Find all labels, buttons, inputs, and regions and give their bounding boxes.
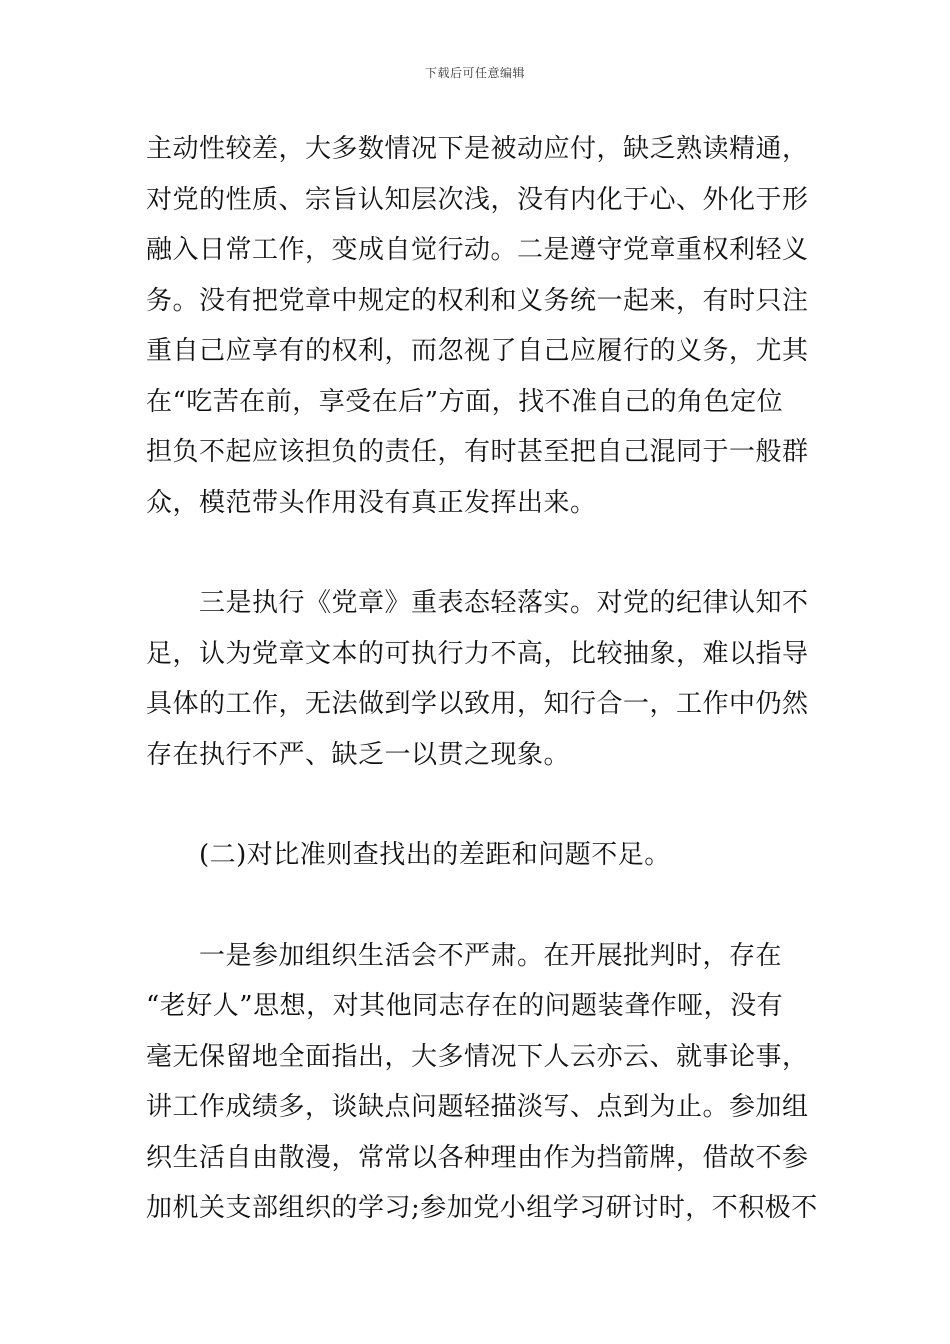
paragraph-4 [146, 931, 818, 1234]
paragraph-line: 一是参加组织生活会不严肃。在开展批判时，存在 [199, 940, 783, 971]
paragraph-2 [146, 578, 810, 780]
section-heading: (二)对比准则查找出的差距和问题不足。 [199, 840, 671, 870]
paragraph-line: 在“吃苦在前，享受在后”方面，找不准自己的角色定位 [146, 386, 784, 417]
paragraph-line: 重自己应享有的权利，而忽视了自己应履行的义务，尤其 [146, 336, 809, 366]
paragraph-line: 具体的工作，无法做到学以致用，知行合一，工作中仍然 [146, 689, 809, 719]
paragraph-line: “老好人”思想，对其他同志存在的问题装聋作哑，没有 [146, 991, 784, 1021]
paragraph-line: 务。没有把党章中规定的权利和义务统一起来，有时只注 [146, 285, 809, 316]
paragraph-line: 织生活自由散漫，常常以各种理由作为挡箭牌，借故不参 [146, 1142, 809, 1173]
paragraph-line: 毫无保留地全面指出，大多情况下人云亦云、就事论事， [146, 1041, 809, 1072]
document-body [146, 124, 818, 1234]
paragraph-line: 担负不起应该担负的责任，有时甚至把自己混同于一般群 [146, 437, 809, 467]
paragraph-line: 主动性较差，大多数情况下是被动应付，缺乏熟读精通， [146, 134, 809, 164]
paragraph-line: 加机关支部组织的学习;参加党小组学习研讨时，不积极不 [146, 1193, 818, 1223]
paragraph-gap [146, 528, 810, 578]
page-header: 下载后可任意编辑 [424, 66, 525, 80]
paragraph-line: 融入日常工作，变成自觉行动。二是遵守党章重权利轻义 [146, 235, 809, 265]
paragraph-line: 三是执行《党章》重表态轻落实。对党的纪律认知不 [199, 588, 809, 618]
paragraph-3-section-heading [146, 830, 810, 881]
paragraph-line: 存在执行不严、缺乏一以贯之现象。 [146, 739, 571, 770]
paragraph-gap [146, 881, 810, 931]
paragraph-gap [146, 780, 810, 830]
paragraph-line: 讲工作成绩多，谈缺点问题轻描淡写、点到为止。参加组 [146, 1092, 809, 1122]
paragraph-line: 众，模范带头作用没有真正发挥出来。 [146, 487, 597, 518]
paragraph-1 [146, 124, 810, 528]
paragraph-line: 对党的性质、宗旨认知层次浅，没有内化于心、外化于形 [146, 184, 809, 215]
paragraph-line: 足，认为党章文本的可执行力不高，比较抽象，难以指导 [146, 638, 809, 669]
